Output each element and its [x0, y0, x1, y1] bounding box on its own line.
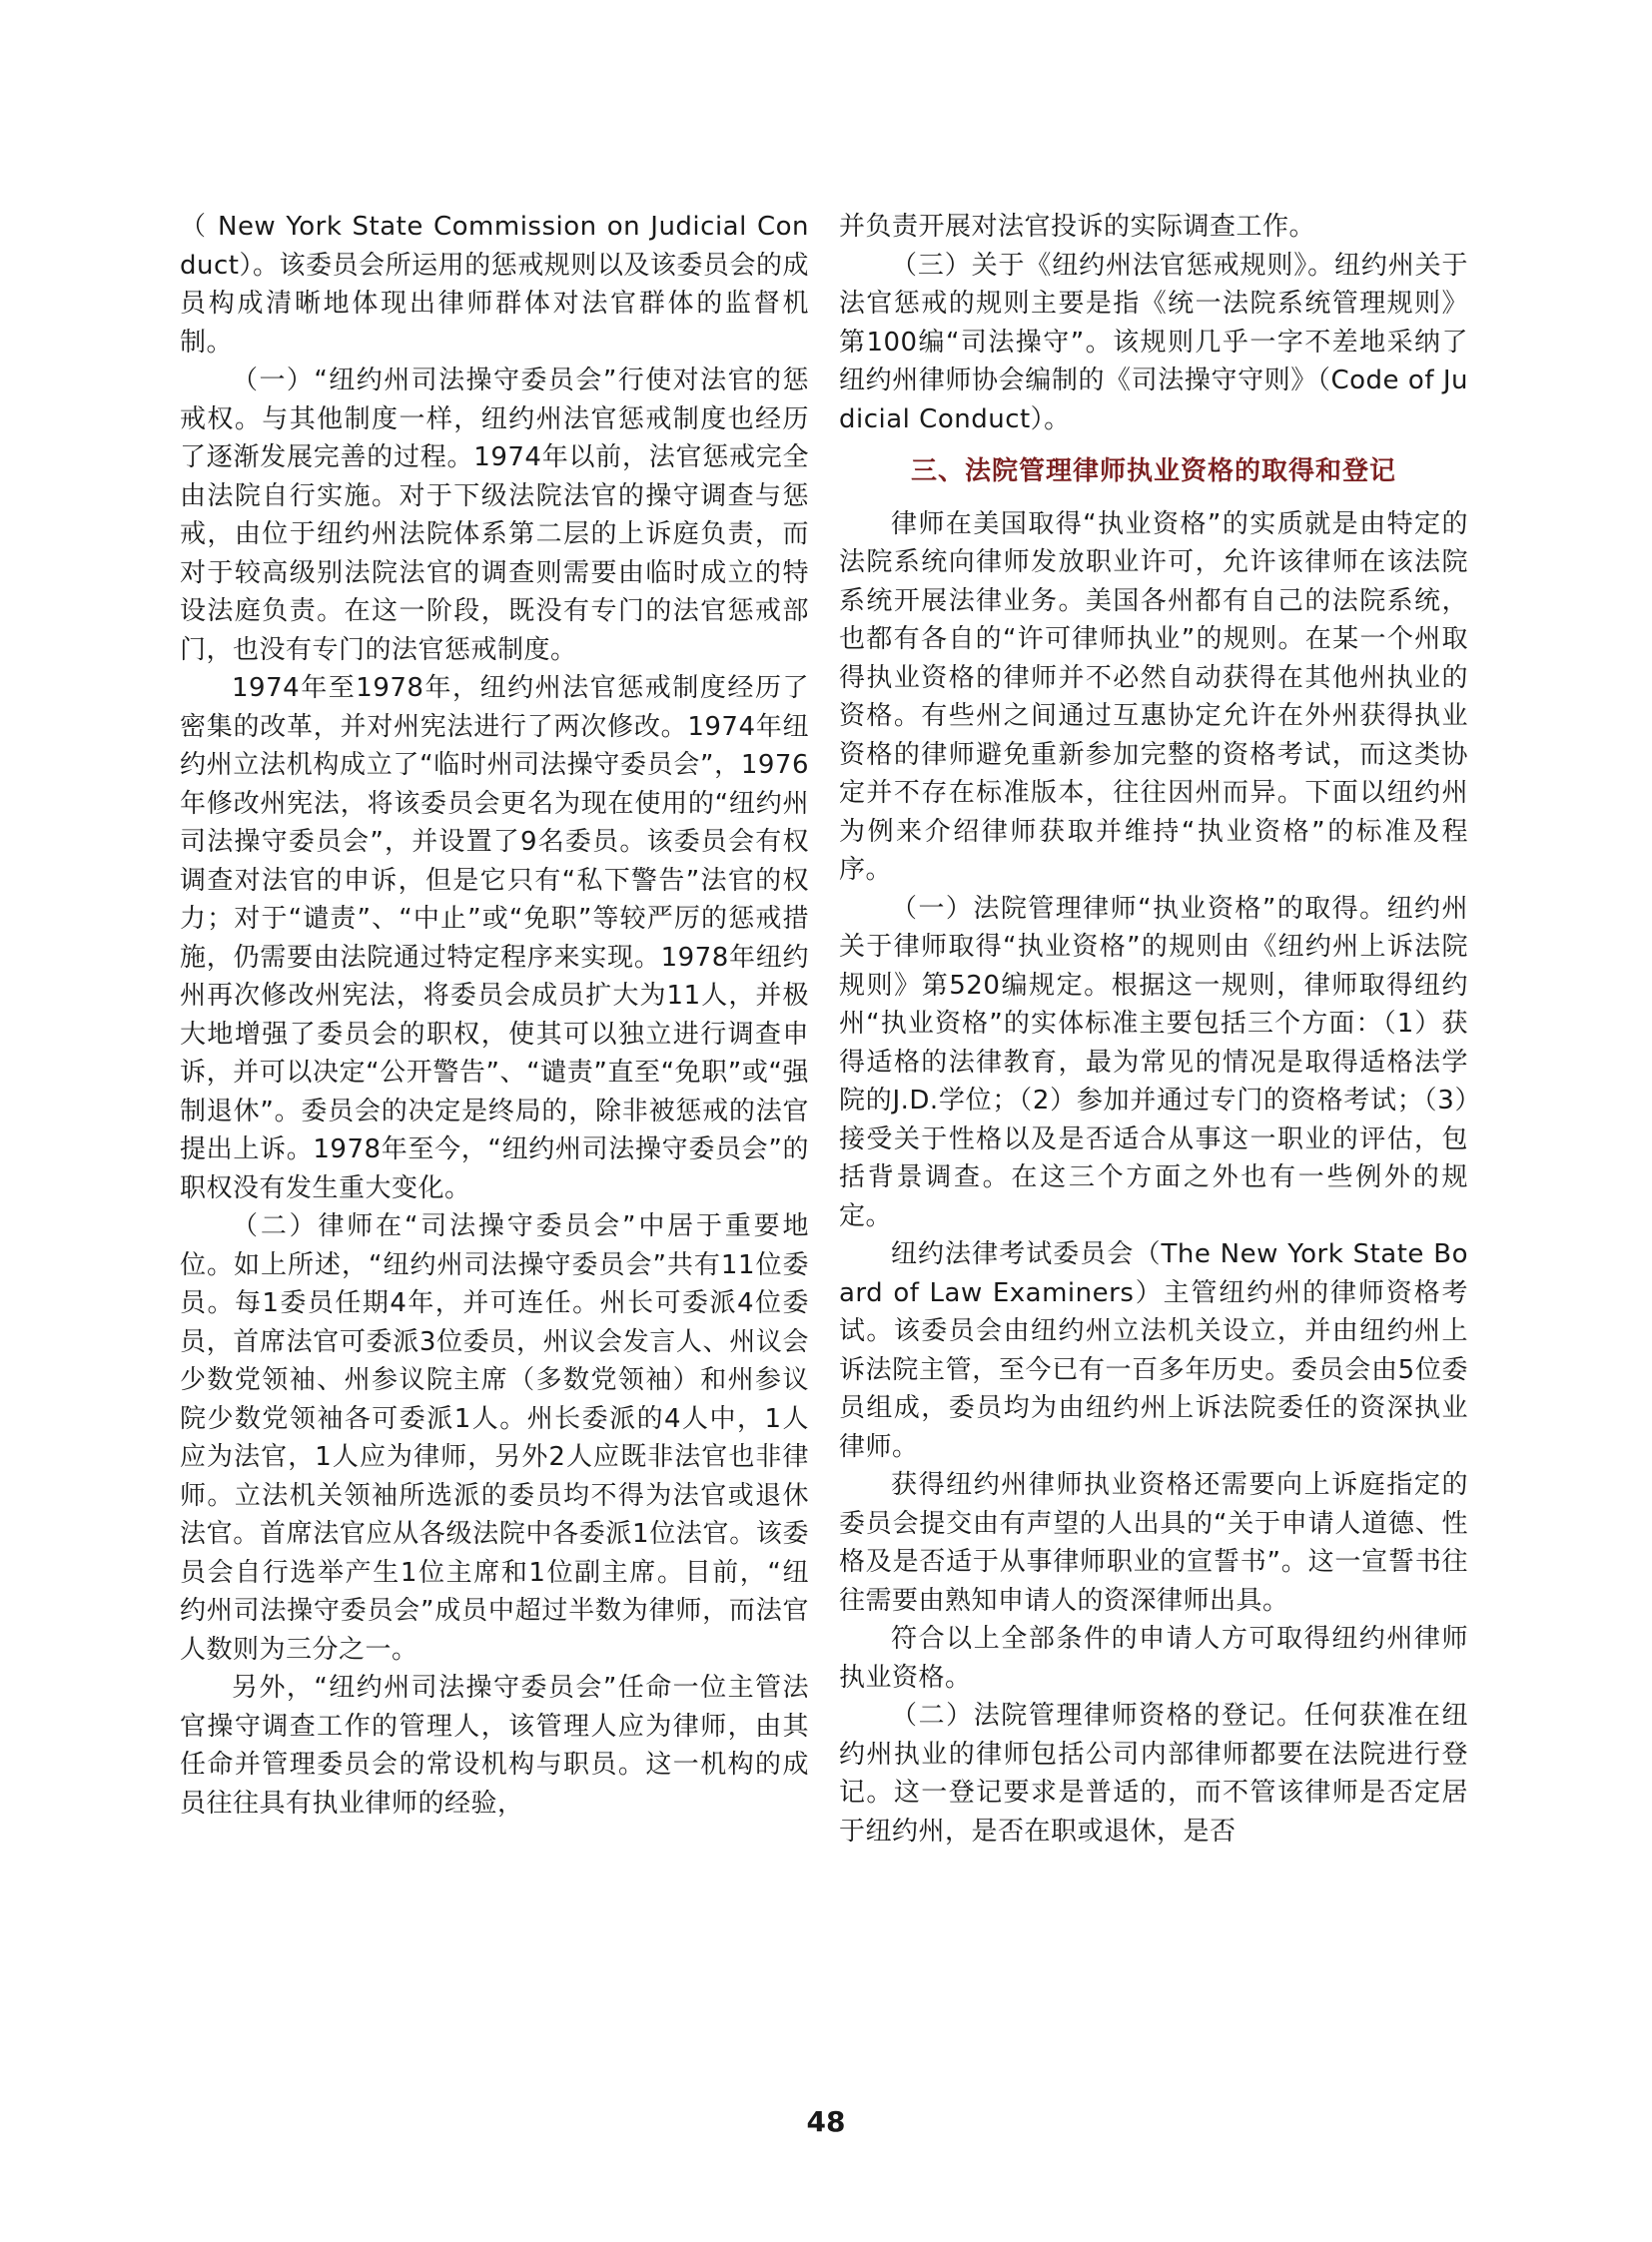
left-column [180, 208, 809, 1823]
page-number: 48 [806, 2105, 846, 2138]
right-column [839, 208, 1468, 1851]
paragraph: 并负责开展对法官投诉的实际调查工作。 [839, 212, 1316, 242]
paragraph: 律师在美国取得“执业资格”的实质就是由特定的法院系统向律师发放职业许可，允许该律师在该法院系统开展法律业务。美国各州都有自己的法院系统，也都有各自的“许可律师执业”的规则。在某一个州取得执业资格的律师并不必然自动获得在其他州执业的资格。有些州之间通过互惠协定允许在外州获得执业资格的律师避免重新参加完整的资格考试，而这类协定并不存在标准版本，往往因州而异。下面以纽约州为例来介绍律师获取并维持“执业资格”的标准及程序。 [839, 508, 1468, 885]
paragraph: （三）关于《纽约州法官惩戒规则》。纽约州关于法官惩戒的规则主要是指《统一法院系统管理规则》第100编“司法操守”。该规则几乎一字不差地采纳了纽约州律师协会编制的《司法操守守则》（Code of Judicial Conduct）。 [839, 250, 1468, 434]
paragraph: （二）律师在“司法操守委员会”中居于重要地位。如上所述，“纽约州司法操守委员会”共有11位委员。每1委员任期4年，并可连任。州长可委派4位委员，首席法官可委派3位委员，州议会发言人、州议会少数党领袖、州参议院主席（多数党领袖）和州参议院少数党领袖各可委派1人。州长委派的4人中，1人应为法官，1人应为律师，另外2人应既非法官也非律师。立法机关领袖所选派的委员均不得为法官或退休法官。首席法官应从各级法院中各委派1位法官。该委员会自行选举产生1位主席和1位副主席。目前，“纽约州司法操守委员会”成员中超过半数为律师，而法官人数则为三分之一。 [180, 1211, 809, 1665]
paragraph: 纽约法律考试委员会（The New York State Board of Law Examiners）主管纽约州的律师资格考试。该委员会由纽约州立法机关设立，并由纽约州上诉法院主管，至今已有一百多年历史。委员会由5位委员组成，委员均为由纽约州上诉法院委任的资深执业律师。 [839, 1239, 1468, 1462]
paragraph: （一）“纽约州司法操守委员会”行使对法官的惩戒权。与其他制度一样，纽约州法官惩戒制度也经历了逐渐发展完善的过程。1974年以前，法官惩戒完全由法院自行实施。对于下级法院法官的操守调查与惩戒，由位于纽约州法院体系第二层的上诉庭负责，而对于较高级别法院法官的调查则需要由临时成立的特设法庭负责。在这一阶段，既没有专门的法官惩戒部门，也没有专门的法官惩戒制度。 [180, 366, 809, 665]
paragraph: （ New York State Commission on Judicial Conduct）。该委员会所运用的惩戒规则以及该委员会的成员构成清晰地体现出律师群体对法官群体的监督机制。 [180, 212, 809, 358]
paragraph: （二）法院管理律师资格的登记。任何获准在纽约州执业的律师包括公司内部律师都要在法院进行登记。这一登记要求是普适的，而不管该律师是否定居于纽约州，是否在职或退休，是否 [839, 1701, 1468, 1847]
paragraph: 另外，“纽约州司法操守委员会”任命一位主管法官操守调查工作的管理人，该管理人应为律师，由其任命并管理委员会的常设机构与职员。这一机构的成员往往具有执业律师的经验， [180, 1673, 809, 1819]
paragraph: 1974年至1978年，纽约州法官惩戒制度经历了密集的改革，并对州宪法进行了两次修改。1974年纽约州立法机构成立了“临时州司法操守委员会”，1976年修改州宪法，将该委员会更名为现在使用的“纽约州司法操守委员会”，并设置了9名委员。该委员会有权调查对法官的申诉，但是它只有“私下警告”法官的权力；对于“谴责”、“中止”或“免职”等较严厉的惩戒措施，仍需要由法院通过特定程序来实现。1978年纽约州再次修改州宪法，将委员会成员扩大为11人，并极大地增强了委员会的职权，使其可以独立进行调查申诉，并可以决定“公开警告”、“谴责”直至“免职”或“强制退休”。委员会的决定是终局的，除非被惩戒的法官提出上诉。1978年至今，“纽约州司法操守委员会”的职权没有发生重大变化。 [180, 673, 809, 1203]
paragraph: 获得纽约州律师执业资格还需要向上诉庭指定的委员会提交由有声望的人出具的“关于申请人道德、性格及是否适于从事律师职业的宣誓书”。这一宣誓书往往需要由熟知申请人的资深律师出具。 [839, 1470, 1468, 1616]
paragraph: 符合以上全部条件的申请人方可取得纽约州律师执业资格。 [839, 1624, 1468, 1693]
paragraph: （一）法院管理律师“执业资格”的取得。纽约州关于律师取得“执业资格”的规则由《纽约州上诉法院规则》第520编规定。根据这一规则，律师取得纽约州“执业资格”的实体标准主要包括三个方面：（1）获得适格的法律教育，最为常见的情况是取得适格法学院的J.D.学位；（2）参加并通过专门的资格考试；（3）接受关于性格以及是否适合从事这一职业的评估，包括背景调查。在这三个方面之外也有一些例外的规定。 [839, 893, 1468, 1231]
section-heading: 三、法院管理律师执业资格的取得和登记 [910, 456, 1396, 486]
